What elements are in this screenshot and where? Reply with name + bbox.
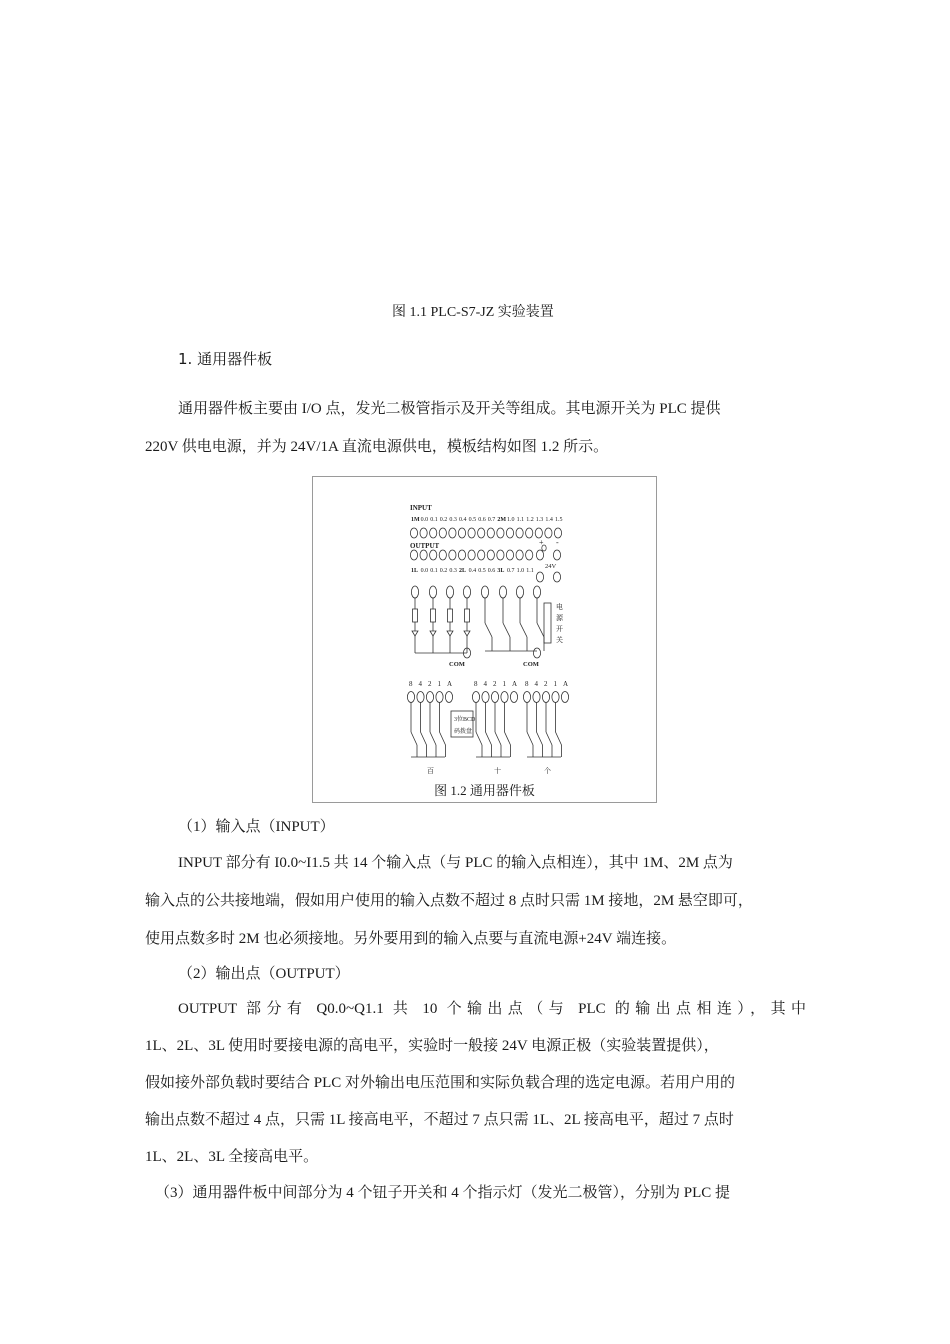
intro-line-1: 通用器件板主要由 I/O 点，发光二极管指示及开关等组成。其电源开关为 PLC 提供 bbox=[178, 401, 721, 417]
input-terminal-circle bbox=[506, 528, 513, 538]
power-switch-label-char: 开 bbox=[556, 625, 563, 633]
input-terminal-label: 1.2 bbox=[526, 517, 534, 523]
led-terminal bbox=[411, 586, 418, 598]
sub1-line-1: INPUT 部分有 I0.0~I1.5 共 14 个输入点（与 PLC 的输入点相连），其中 1M、2M 点为 bbox=[178, 855, 733, 871]
output-terminal-circle bbox=[516, 550, 523, 560]
bcd-switch-blade bbox=[495, 732, 501, 745]
sub2-line-2: 1L、2L、3L 使用时要接电源的高电平，实验时一般接 24V 电源正极（实验装置提供）， bbox=[145, 1038, 719, 1054]
dc-power-terminal bbox=[553, 550, 560, 560]
output-terminal-circle bbox=[497, 550, 504, 560]
output-terminal-circle bbox=[506, 550, 513, 560]
input-terminal-circle bbox=[487, 528, 494, 538]
led-resistor bbox=[448, 609, 453, 622]
output-terminal-label: 0.5 bbox=[478, 568, 486, 574]
switch-terminal bbox=[499, 586, 506, 598]
led-terminal bbox=[463, 586, 470, 598]
input-terminal-label: 1.5 bbox=[555, 517, 563, 523]
dc-power-terminal bbox=[536, 572, 543, 582]
bcd-terminal bbox=[501, 692, 508, 703]
output-terminal-label: 0.4 bbox=[468, 568, 477, 574]
power-switch-label-char: 电 bbox=[556, 603, 563, 611]
switch-terminal bbox=[481, 586, 488, 598]
bcd-weight-label: A bbox=[563, 680, 569, 688]
sub3-line-1: （3）通用器件板中间部分为 4 个钮子开关和 4 个指示灯（发光二极管），分别为 PLC 提 bbox=[155, 1185, 731, 1201]
bcd-weight-label: 1 bbox=[437, 680, 441, 688]
output-terminal-label: 0.7 bbox=[507, 568, 515, 574]
output-terminal-label: 1L bbox=[411, 568, 419, 574]
bcd-terminal bbox=[533, 692, 540, 703]
plus-sign: + bbox=[539, 538, 544, 547]
com-label-left: COM bbox=[449, 661, 465, 668]
input-terminal-circle bbox=[420, 528, 427, 538]
input-label: INPUT bbox=[410, 504, 432, 512]
switch-blade bbox=[503, 623, 510, 637]
input-terminal-label: 0.1 bbox=[430, 517, 438, 523]
bcd-box-line-1: 3位BCD bbox=[454, 717, 476, 723]
input-terminal-label: 0.5 bbox=[468, 517, 477, 523]
power-switch-box bbox=[544, 603, 551, 643]
output-terminal-label: 3L bbox=[497, 568, 505, 574]
bcd-switch-blade bbox=[421, 732, 427, 745]
bcd-switch-blade bbox=[505, 732, 511, 745]
bcd-switch-blade bbox=[537, 732, 543, 745]
output-terminal-label: 1.1 bbox=[526, 568, 534, 574]
input-terminal-label: 1M bbox=[411, 517, 420, 523]
output-terminal-circle bbox=[420, 550, 427, 560]
bcd-terminal bbox=[510, 692, 517, 703]
minus-sign: - bbox=[556, 538, 559, 547]
bcd-terminal bbox=[445, 692, 452, 703]
bcd-switch-blade bbox=[430, 732, 436, 745]
bcd-weight-label: 8 bbox=[474, 680, 478, 688]
input-terminal-label: 2M bbox=[497, 517, 507, 523]
input-terminal-circle bbox=[410, 528, 417, 538]
bcd-terminal bbox=[417, 692, 424, 703]
input-terminal-circle bbox=[516, 528, 523, 538]
bcd-weight-label: A bbox=[512, 680, 518, 688]
bcd-weight-label: 8 bbox=[409, 680, 413, 688]
bcd-terminal bbox=[436, 692, 443, 703]
bcd-switch-blade bbox=[440, 732, 446, 745]
sub1-title: （1）输入点（INPUT） bbox=[178, 819, 335, 835]
led-resistor bbox=[465, 609, 470, 622]
input-terminal-circle bbox=[449, 528, 456, 538]
output-terminal-label: 0.2 bbox=[439, 568, 448, 574]
bcd-terminal bbox=[491, 692, 498, 703]
input-terminal-circle bbox=[545, 528, 552, 538]
switch-blade bbox=[520, 623, 527, 637]
output-terminal-label: 0.3 bbox=[449, 568, 457, 574]
switch-terminal bbox=[516, 586, 523, 598]
bcd-weight-label: 4 bbox=[534, 680, 538, 688]
output-terminal-label: 0.1 bbox=[430, 568, 438, 574]
digit-label-ones: 个 bbox=[544, 767, 551, 775]
bcd-weight-label: 2 bbox=[428, 680, 432, 688]
input-terminal-circle bbox=[439, 528, 446, 538]
sub2-line-1: OUTPUT 部分有 Q0.0~Q1.1 共 10 个输出点（与 PLC 的输出点相连），其中 bbox=[178, 1001, 806, 1017]
bcd-weight-label: 4 bbox=[418, 680, 422, 688]
bcd-terminal bbox=[407, 692, 414, 703]
output-terminal-circle bbox=[478, 550, 485, 560]
bcd-weight-label: 4 bbox=[483, 680, 487, 688]
input-terminal-label: 0.4 bbox=[459, 517, 467, 523]
input-terminal-label: 0.6 bbox=[478, 517, 486, 523]
sub2-line-5: 1L、2L、3L 全接高电平。 bbox=[145, 1149, 319, 1165]
input-terminal-circle bbox=[468, 528, 475, 538]
power-switch-label-char: 关 bbox=[556, 636, 563, 644]
bcd-switch-blade bbox=[411, 732, 417, 745]
switch-blade bbox=[485, 623, 492, 637]
input-terminal-circle bbox=[458, 528, 465, 538]
dc-power-terminal bbox=[536, 550, 543, 560]
output-terminal-circle bbox=[410, 550, 417, 560]
sub2-line-4: 输出点数不超过 4 点，只需 1L 接高电平，不超过 7 点只需 1L、2L 接高电平，超过 7 点时 bbox=[145, 1112, 734, 1128]
voltage-label: 24V bbox=[545, 563, 557, 570]
sub2-line-3: 假如接外部负载时要结合 PLC 对外输出电压范围和实际负载合理的选定电源。若用户用的 bbox=[145, 1075, 736, 1091]
section-heading: 1. 通用器件板 bbox=[178, 350, 273, 368]
input-terminal-circle bbox=[535, 528, 542, 538]
output-terminal-label: 0.6 bbox=[487, 568, 496, 574]
bcd-weight-label: 8 bbox=[525, 680, 529, 688]
bcd-switch-blade bbox=[486, 732, 492, 745]
input-terminal-label: 0.2 bbox=[439, 517, 448, 523]
output-terminal-label: 1.0 bbox=[516, 568, 525, 574]
bcd-terminal bbox=[482, 692, 489, 703]
output-terminal-circle bbox=[487, 550, 494, 560]
switch-com-terminal bbox=[533, 648, 540, 658]
intro-line-2: 220V 供电电源，并为 24V/1A 直流电源供电，模板结构如图 1.2 所示。 bbox=[145, 439, 609, 455]
output-label: OUTPUT bbox=[410, 542, 440, 550]
input-terminal-circle bbox=[478, 528, 485, 538]
input-terminal-circle bbox=[554, 528, 561, 538]
bcd-terminal bbox=[552, 692, 559, 703]
output-terminal-circle bbox=[526, 550, 533, 560]
com-label-right: COM bbox=[523, 661, 539, 668]
input-terminal-circle bbox=[430, 528, 437, 538]
input-terminal-circle bbox=[526, 528, 533, 538]
bcd-switch-blade bbox=[546, 732, 552, 745]
bcd-weight-label: 1 bbox=[553, 680, 557, 688]
digit-label-tens: 十 bbox=[494, 767, 501, 775]
input-terminal-circle bbox=[497, 528, 504, 538]
input-terminal-label: 0.3 bbox=[449, 517, 457, 523]
led-terminal bbox=[446, 586, 453, 598]
digit-label-hundreds: 百 bbox=[427, 767, 434, 775]
switch-terminal bbox=[533, 586, 540, 598]
input-terminal-label: 1.3 bbox=[535, 517, 544, 523]
input-terminal-label: 1.4 bbox=[545, 517, 553, 523]
board-diagram bbox=[313, 477, 656, 777]
figure-1-caption: 图 1.1 PLC-S7-JZ 实验装置 bbox=[392, 305, 554, 320]
bcd-terminal bbox=[523, 692, 530, 703]
led-diode bbox=[447, 631, 453, 636]
led-resistor bbox=[431, 609, 436, 622]
sub2-title: （2）输出点（OUTPUT） bbox=[178, 966, 350, 982]
led-diode bbox=[430, 631, 436, 636]
led-terminal bbox=[429, 586, 436, 598]
bcd-box-line-2: 码拨盘 bbox=[454, 729, 473, 735]
bcd-switch-blade bbox=[476, 732, 482, 745]
input-terminal-label: 1.1 bbox=[516, 517, 525, 523]
input-terminal-label: 0.7 bbox=[487, 517, 496, 523]
led-resistor bbox=[413, 609, 418, 622]
general-device-board-figure bbox=[312, 476, 657, 803]
sub1-line-2: 输入点的公共接地端，假如用户使用的输入点数不超过 8 点时只需 1M 接地，2M 悬空即可， bbox=[145, 893, 753, 909]
figure-2-caption: 图 1.2 通用器件板 bbox=[434, 783, 535, 798]
power-switch-label-char: 源 bbox=[556, 614, 563, 622]
output-terminal-circle bbox=[430, 550, 437, 560]
dc-power-terminal bbox=[553, 572, 560, 582]
bcd-switch-blade bbox=[556, 732, 562, 745]
bcd-terminal bbox=[426, 692, 433, 703]
bcd-terminal bbox=[472, 692, 479, 703]
bcd-weight-label: 2 bbox=[544, 680, 548, 688]
bcd-weight-label: 1 bbox=[502, 680, 506, 688]
bcd-weight-label: 2 bbox=[493, 680, 497, 688]
sub1-line-3: 使用点数多时 2M 也必须接地。另外要用到的输入点要与直流电源+24V 端连接。 bbox=[145, 931, 677, 947]
output-terminal-circle bbox=[449, 550, 456, 560]
output-terminal-circle bbox=[468, 550, 475, 560]
output-terminal-label: 2L bbox=[459, 568, 467, 574]
switch-blade bbox=[537, 623, 544, 637]
led-diode bbox=[412, 631, 418, 636]
bcd-terminal bbox=[542, 692, 549, 703]
input-terminal-label: 1.0 bbox=[507, 517, 515, 523]
bcd-switch-blade bbox=[527, 732, 533, 745]
output-terminal-circle bbox=[458, 550, 465, 560]
led-diode bbox=[464, 631, 470, 636]
input-terminal-label: 0.0 bbox=[420, 517, 429, 523]
output-terminal-label: 0.0 bbox=[420, 568, 429, 574]
output-terminal-circle bbox=[439, 550, 446, 560]
bcd-terminal bbox=[561, 692, 568, 703]
bcd-weight-label: A bbox=[447, 680, 453, 688]
